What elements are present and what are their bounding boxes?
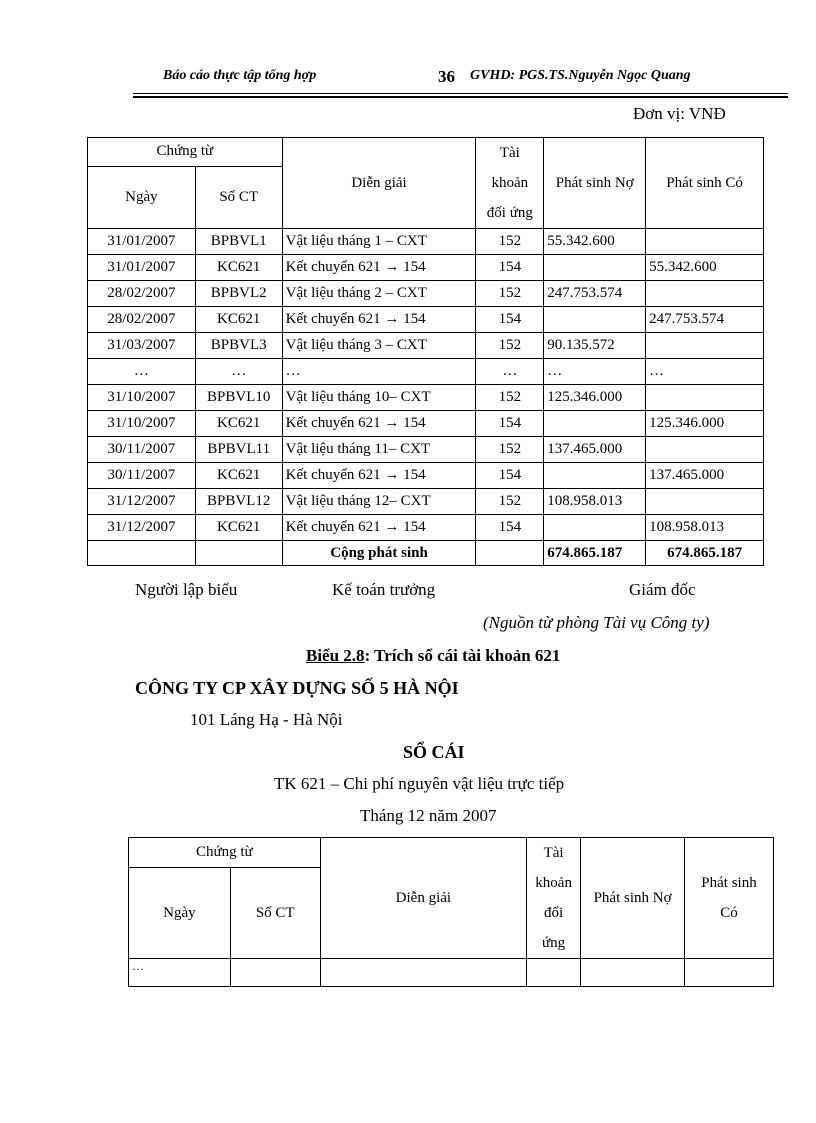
t2-tk-line2: khoản	[535, 875, 572, 891]
row-date: …	[88, 359, 196, 385]
row-account: 152	[476, 437, 544, 463]
t2-col-tai-khoan	[527, 838, 581, 959]
row-credit	[646, 385, 764, 411]
t2-first-cell: …	[129, 959, 231, 987]
total-label: Cộng phát sinh	[282, 541, 476, 566]
table-row	[88, 333, 764, 359]
row-date: 31/10/2007	[88, 411, 196, 437]
ledger-period: Tháng 12 năm 2007	[360, 806, 497, 825]
row-credit	[646, 333, 764, 359]
row-account: 152	[476, 281, 544, 307]
col-ngay: Ngày	[88, 166, 196, 228]
t2-col-ngay: Ngày	[129, 868, 231, 959]
table-row	[88, 255, 764, 281]
row-doc-no: BPBVL10	[195, 385, 282, 411]
row-description: Kết chuyển 621 → 154	[282, 515, 476, 541]
row-account: 154	[476, 515, 544, 541]
row-debit: 90.135.572	[544, 333, 646, 359]
row-account: 152	[476, 333, 544, 359]
signature-chief-accountant: Kế toán trưởng	[332, 580, 436, 599]
row-date: 28/02/2007	[88, 281, 196, 307]
t2-co-line2: Có	[720, 905, 738, 921]
row-credit	[646, 437, 764, 463]
row-account: 154	[476, 411, 544, 437]
row-date: 31/01/2007	[88, 229, 196, 255]
table-row	[88, 411, 764, 437]
header-rule-bottom	[133, 96, 788, 98]
row-account: 154	[476, 463, 544, 489]
row-date: 31/12/2007	[88, 515, 196, 541]
table-row	[88, 229, 764, 255]
row-description: Kết chuyển 621 → 154	[282, 411, 476, 437]
row-description: Kết chuyển 621 → 154	[282, 255, 476, 281]
caption-label: Biểu 2.8	[306, 646, 365, 665]
row-credit: 137.465.000	[646, 463, 764, 489]
row-date: 30/11/2007	[88, 463, 196, 489]
t2-cell	[527, 959, 581, 987]
t2-cell	[581, 959, 685, 987]
ledger-table-2	[128, 837, 774, 987]
row-account: 152	[476, 385, 544, 411]
row-date: 31/12/2007	[88, 489, 196, 515]
t2-cell	[320, 959, 527, 987]
row-date: 30/11/2007	[88, 437, 196, 463]
row-date: 28/02/2007	[88, 307, 196, 333]
caption	[306, 646, 560, 666]
t2-col-so-ct: Số CT	[230, 868, 320, 959]
company-address: 101 Láng Hạ - Hà Nội	[190, 710, 343, 729]
row-doc-no: KC621	[195, 255, 282, 281]
col-tai-khoan	[476, 138, 544, 229]
table-row	[88, 515, 764, 541]
table-row	[88, 385, 764, 411]
t2-col-phat-sinh-no: Phát sinh Nợ	[581, 838, 685, 959]
company-name: CÔNG TY CP XÂY DỰNG SỐ 5 HÀ NỘI	[135, 678, 459, 698]
row-credit	[646, 229, 764, 255]
t2-cell	[230, 959, 320, 987]
row-credit: 125.346.000	[646, 411, 764, 437]
col-phat-sinh-co: Phát sinh Có	[646, 138, 764, 229]
row-credit: 247.753.574	[646, 307, 764, 333]
table-row	[88, 307, 764, 333]
tk-line3: đối ứng	[486, 205, 533, 221]
ledger-account: TK 621 – Chi phí nguyên vật liệu trực tiếp	[274, 774, 565, 793]
row-debit	[544, 255, 646, 281]
total-empty-3	[476, 541, 544, 566]
row-date: 31/03/2007	[88, 333, 196, 359]
row-description: Vật liệu tháng 11– CXT	[282, 437, 476, 463]
col-dien-giai: Diễn giải	[282, 138, 476, 229]
row-doc-no: BPBVL3	[195, 333, 282, 359]
table-row	[88, 437, 764, 463]
t2-col-dien-giai: Diễn giải	[320, 838, 527, 959]
table-row	[88, 281, 764, 307]
row-credit	[646, 489, 764, 515]
row-doc-no: …	[195, 359, 282, 385]
total-empty-2	[195, 541, 282, 566]
row-account: 152	[476, 489, 544, 515]
row-debit: 125.346.000	[544, 385, 646, 411]
signature-director: Giám đốc	[629, 580, 696, 599]
row-account: 152	[476, 229, 544, 255]
row-doc-no: BPBVL2	[195, 281, 282, 307]
table-row	[88, 463, 764, 489]
total-no: 674.865.187	[544, 541, 646, 566]
t2-tk-line3: đối	[544, 905, 564, 921]
page-number: 36	[438, 67, 455, 86]
row-debit: 137.465.000	[544, 437, 646, 463]
row-doc-no: BPBVL12	[195, 489, 282, 515]
row-debit	[544, 411, 646, 437]
header-rule-top	[133, 93, 788, 94]
row-credit: 108.958.013	[646, 515, 764, 541]
row-doc-no: KC621	[195, 411, 282, 437]
signature-preparer: Người lập biểu	[135, 580, 238, 599]
row-date: 31/10/2007	[88, 385, 196, 411]
t2-cell	[685, 959, 774, 987]
header-left: Báo cáo thực tập tổng hợp	[163, 68, 317, 83]
row-credit: 55.342.600	[646, 255, 764, 281]
ledger-table-1	[87, 137, 764, 566]
row-description: Vật liệu tháng 1 – CXT	[282, 229, 476, 255]
row-credit: …	[646, 359, 764, 385]
source-note: (Nguồn từ phòng Tài vụ Công ty)	[483, 613, 710, 632]
row-description: Vật liệu tháng 3 – CXT	[282, 333, 476, 359]
row-account: 154	[476, 255, 544, 281]
col-phat-sinh-no: Phát sinh Nợ	[544, 138, 646, 229]
row-debit: 55.342.600	[544, 229, 646, 255]
caption-text: : Trích sổ cái tài khoản 621	[364, 646, 561, 665]
row-doc-no: BPBVL1	[195, 229, 282, 255]
row-debit: 247.753.574	[544, 281, 646, 307]
unit-label: Đơn vị: VNĐ	[633, 104, 726, 123]
row-debit	[544, 463, 646, 489]
row-description: Vật liệu tháng 12– CXT	[282, 489, 476, 515]
row-description: Kết chuyển 621 → 154	[282, 307, 476, 333]
ledger-title: SỔ CÁI	[403, 742, 465, 762]
table-row	[88, 489, 764, 515]
row-description: Vật liệu tháng 10– CXT	[282, 385, 476, 411]
t2-tk-line4: ứng	[542, 935, 566, 951]
t2-co-line1: Phát sinh	[701, 875, 757, 891]
row-debit: 108.958.013	[544, 489, 646, 515]
row-debit: …	[544, 359, 646, 385]
row-doc-no: BPBVL11	[195, 437, 282, 463]
t2-col-chung-tu: Chứng từ	[129, 838, 321, 868]
t2-tk-line1: Tài	[543, 845, 564, 861]
col-so-ct: Số CT	[195, 166, 282, 228]
row-debit	[544, 307, 646, 333]
row-description: Kết chuyển 621 → 154	[282, 463, 476, 489]
row-credit	[646, 281, 764, 307]
row-date: 31/01/2007	[88, 255, 196, 281]
row-description: Vật liệu tháng 2 – CXT	[282, 281, 476, 307]
row-doc-no: KC621	[195, 463, 282, 489]
row-debit	[544, 515, 646, 541]
table-row	[88, 359, 764, 385]
row-account: 154	[476, 307, 544, 333]
tk-line1: Tài	[499, 145, 520, 161]
row-doc-no: KC621	[195, 515, 282, 541]
header-right: GVHD: PGS.TS.Nguyễn Ngọc Quang	[470, 68, 691, 83]
total-empty-1	[88, 541, 196, 566]
row-account: …	[476, 359, 544, 385]
t2-col-phat-sinh-co	[685, 838, 774, 959]
tk-line2: khoản	[491, 175, 529, 191]
col-chung-tu: Chứng từ	[88, 138, 283, 167]
row-description: …	[282, 359, 476, 385]
total-co: 674.865.187	[646, 541, 764, 566]
row-doc-no: KC621	[195, 307, 282, 333]
